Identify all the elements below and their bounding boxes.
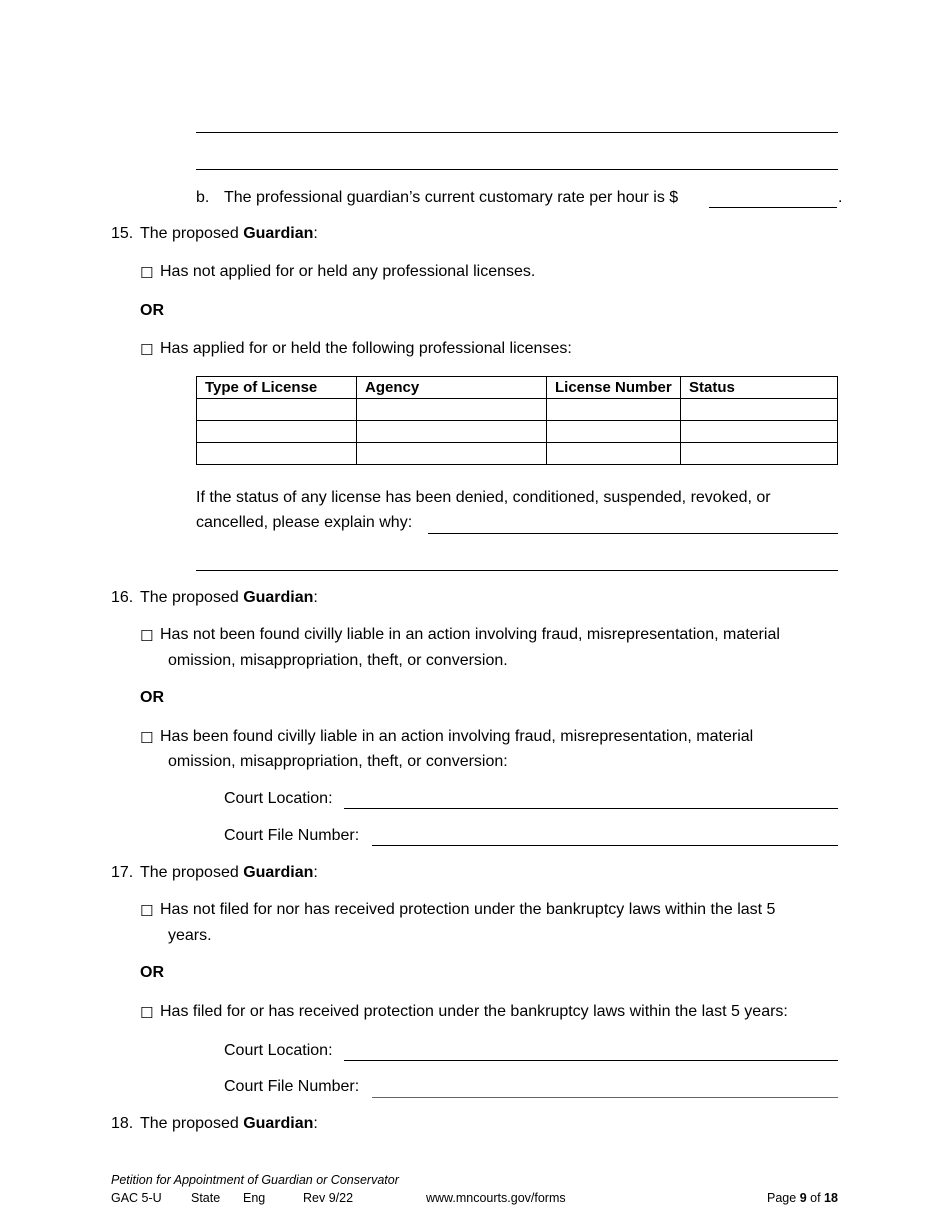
item-number: 17. — [111, 864, 134, 881]
item-heading: The proposed Guardian: — [140, 1115, 318, 1132]
explain-text: If the status of any license has been denied, conditioned, suspended, revoked, or — [196, 489, 771, 506]
court-file-line[interactable] — [372, 845, 838, 846]
table-header-row — [197, 377, 838, 399]
answer-line[interactable] — [196, 169, 838, 170]
option-text: Has filed for or has received protection under the bankruptcy laws within the last 5 years: — [160, 1003, 788, 1020]
option-text: Has been found civilly liable in an action involving fraud, misrepresentation, material — [160, 728, 754, 745]
answer-line[interactable] — [196, 132, 838, 133]
court-location-line[interactable] — [344, 1060, 838, 1061]
court-location-line[interactable] — [344, 808, 838, 809]
item-number: 16. — [111, 589, 134, 606]
license-table — [196, 376, 838, 465]
form-revision: Rev 9/22 — [303, 1191, 354, 1205]
or-label: OR — [140, 689, 164, 706]
rate-period: . — [838, 189, 843, 206]
item-heading: The proposed Guardian: — [140, 225, 318, 242]
column-header: License Number — [547, 377, 681, 399]
item-letter: b. — [196, 189, 210, 206]
item-number: 15. — [111, 225, 134, 242]
option-text: omission, misappropriation, theft, or conversion: — [168, 753, 508, 770]
option-text: years. — [168, 927, 212, 944]
table-cell[interactable] — [547, 399, 681, 421]
option-text: omission, misappropriation, theft, or conversion. — [168, 652, 508, 669]
item-number: 18. — [111, 1115, 134, 1132]
court-file-label: Court File Number: — [224, 827, 360, 844]
rate-text: The professional guardian’s current customary rate per hour is $ — [224, 189, 679, 206]
court-file-line[interactable] — [372, 1097, 838, 1098]
table-cell[interactable] — [197, 399, 357, 421]
table-row — [197, 443, 838, 465]
table-cell[interactable] — [357, 443, 547, 465]
or-label: OR — [140, 302, 164, 319]
form-state: State — [191, 1191, 221, 1205]
table-cell[interactable] — [547, 443, 681, 465]
checkbox-icon[interactable]: ☐ — [140, 729, 154, 747]
form-code: GAC 5-U — [111, 1191, 162, 1205]
table-cell[interactable] — [197, 443, 357, 465]
option-text: Has applied for or held the following professional licenses: — [160, 340, 572, 357]
page-number: Page 9 of 18 — [767, 1191, 838, 1205]
checkbox-icon[interactable]: ☐ — [140, 1004, 154, 1022]
table-cell[interactable] — [681, 399, 838, 421]
form-language: Eng — [243, 1191, 266, 1205]
form-title: Petition for Appointment of Guardian or Conservator — [111, 1173, 399, 1187]
item-heading: The proposed Guardian: — [140, 589, 318, 606]
column-header: Status — [681, 377, 838, 399]
explain-text: cancelled, please explain why: — [196, 514, 413, 531]
table-cell[interactable] — [681, 421, 838, 443]
forms-url[interactable]: www.mncourts.gov/forms — [426, 1191, 566, 1205]
or-label: OR — [140, 964, 164, 981]
explain-input-line[interactable] — [428, 533, 838, 534]
checkbox-icon[interactable]: ☐ — [140, 902, 154, 920]
table-cell[interactable] — [197, 421, 357, 443]
table-row — [197, 421, 838, 443]
table-cell[interactable] — [357, 399, 547, 421]
court-location-label: Court Location: — [224, 790, 333, 807]
column-header: Agency — [357, 377, 547, 399]
option-text: Has not been found civilly liable in an action involving fraud, misrepresentation, material — [160, 626, 780, 643]
checkbox-icon[interactable]: ☐ — [140, 264, 154, 282]
court-location-label: Court Location: — [224, 1042, 333, 1059]
table-cell[interactable] — [547, 421, 681, 443]
item-heading: The proposed Guardian: — [140, 864, 318, 881]
answer-line[interactable] — [196, 570, 838, 571]
rate-input-line[interactable] — [709, 207, 837, 208]
table-row — [197, 399, 838, 421]
option-text: Has not filed for nor has received protection under the bankruptcy laws within the last 5 — [160, 901, 776, 918]
table-cell[interactable] — [681, 443, 838, 465]
option-text: Has not applied for or held any professional licenses. — [160, 263, 536, 280]
table-cell[interactable] — [357, 421, 547, 443]
court-file-label: Court File Number: — [224, 1078, 360, 1095]
checkbox-icon[interactable]: ☐ — [140, 627, 154, 645]
column-header: Type of License — [197, 377, 357, 399]
checkbox-icon[interactable]: ☐ — [140, 341, 154, 359]
